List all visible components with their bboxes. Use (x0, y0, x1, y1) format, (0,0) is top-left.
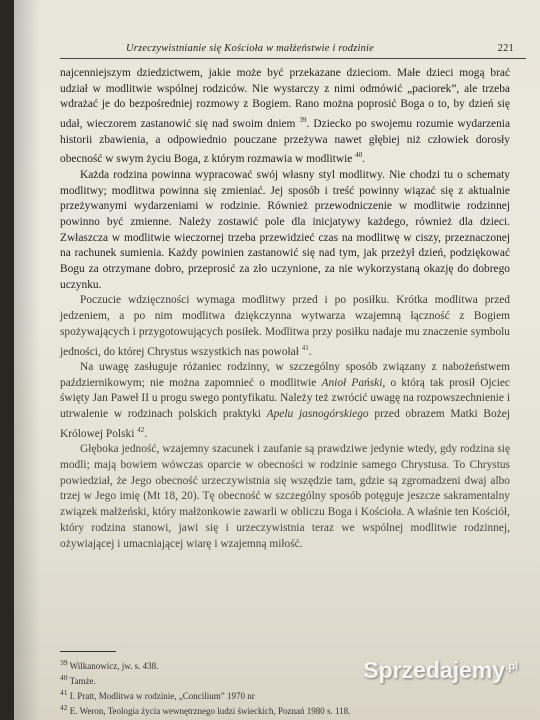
book-page (14, 0, 540, 720)
paragraph-2: Każda rodzina powinna wypracować swój własny styl modlitwy. Nie chodzi tu o schematy modlitwy; modlitwa powinna się zmieniać. Jej sposób i treść powinny wiązać się z aktualnie przeżywanymi wydarzeniami w rodzinie. Również przewodniczenie w modlitwie rodzinnej powinno być zmienne. Należy zostawić pole dla inicjatywy każdego, również dla dzieci. Zwłaszcza w modlitwie wieczornej trzeba przewidzieć czas na modlitwę w ciszy, przeznaczonej na rachunek sumienia. Każdy powinien zastanowić się nad tym, jak przeżył dzień, podziękować Bogu za otrzymane dobro, przeprosić za zło uczynione, za nie wykorzystaną okazję do dobrego uczynku. (60, 168, 510, 291)
footnote: $^{41}$ I. Pratt, Modlitwa w rodzinie, „Concilium” 1970 nr (60, 688, 255, 701)
footnote-ref: 40 (355, 151, 363, 160)
body-text (60, 66, 510, 552)
footnote: $^{39}$ Wilkanowicz, jw. s. 438. (60, 658, 159, 671)
footnote-divider (60, 651, 116, 652)
footnote: $^{42}$ E. Weron, Teologia życia wewnętrznego ludzi świeckich, Poznań 1980 s. 118. (60, 703, 351, 716)
footnote-ref: 39 (299, 116, 307, 125)
footnote: $^{40}$ Tamże. (60, 673, 96, 686)
watermark-logo: Sprzedajemy$^{.pl}$ (363, 657, 518, 683)
running-title: Urzeczywistnianie się Kościoła w małżeństwie i rodzinie (126, 43, 375, 54)
paragraph-4: Na uwagę zasługuje różaniec rodzinny, w szczególny sposób związany z nabożeństwem październikowym; nie można zapomnieć o modlitwie Anioł Pański, o którą tak prosił Ojciec święty Jan Paweł II u progu swego pontyfikatu. Należy też zwrócić uwagę na rozpowszechnienie i utrwalenie w rodzinach polskich praktyki Apelu jasnogórskiego przed obrazem Matki Bożej Królowej Polski $^{42}$. (60, 361, 510, 440)
footnote-ref: 42 (137, 425, 145, 434)
paragraph-1: najcenniejszym dziedzictwem, jakie może być przekazane dzieciom. Małe dzieci mogą brać udział w modlitwie wspólnej rodziców. Nie wystarczy z nimi odmówić „paciorek”, ale trzeba wdrażać je do bezpośredniej rozmowy z Bogiem. Rano można poprosić Boga o to, by dzień się udał, wieczorem zastanowić się nad swoim dniem $^{39}$. Dziecko po swojemu rozumie wydarzenia historii zbawienia, a odpowiednio pouczane przeżywa nawet głębiej niż człowiek dorosły obecność w swym życiu Boga, z którym rozmawia w modlitwie $^{40}$. (60, 67, 511, 166)
paragraph-5: Głęboka jedność, wzajemny szacunek i zaufanie są prawdziwe jedynie wtedy, gdy rodzina się modli; mają bowiem wówczas oparcie w obecności w rodzinie samego Chrystusa. To Chrystus powiedział, że Jego obecność urzeczywistnia się wszędzie tam, gdzie są zgromadzeni dwaj albo trzej w Jego imię (Mt 18, 20). Tę obecność w szczególny sposób potęguje jeszcze sakramentalny związek małżeński, który małżonkowie zawarli w obliczu Boga i Kościoła. A właśnie ten Kościół, który rodzina stanowi, jawi się i urzeczywistnia teraz we wspólnej modlitwie rodzinnej, ożywiającej i umacniającej wiarę i wzajemną miłość. (60, 443, 510, 550)
running-header (60, 40, 526, 59)
paragraph-3: Poczucie wdzięczności wymaga modlitwy przed i po posiłku. Krótka modlitwa przed jedzeniem, a po nim modlitwa dziękczynna wytwarza wzajemną łączność z Bogiem spożywających i przygotowujących posiłek. Modlitwa przy posiłku nadaje mu znaczenie symbolu jedności, do której Chrystus wszystkich nas powołał $^{41}$. (60, 294, 510, 358)
page-number: 221 (497, 43, 514, 54)
footnote-ref: 41 (301, 343, 309, 352)
